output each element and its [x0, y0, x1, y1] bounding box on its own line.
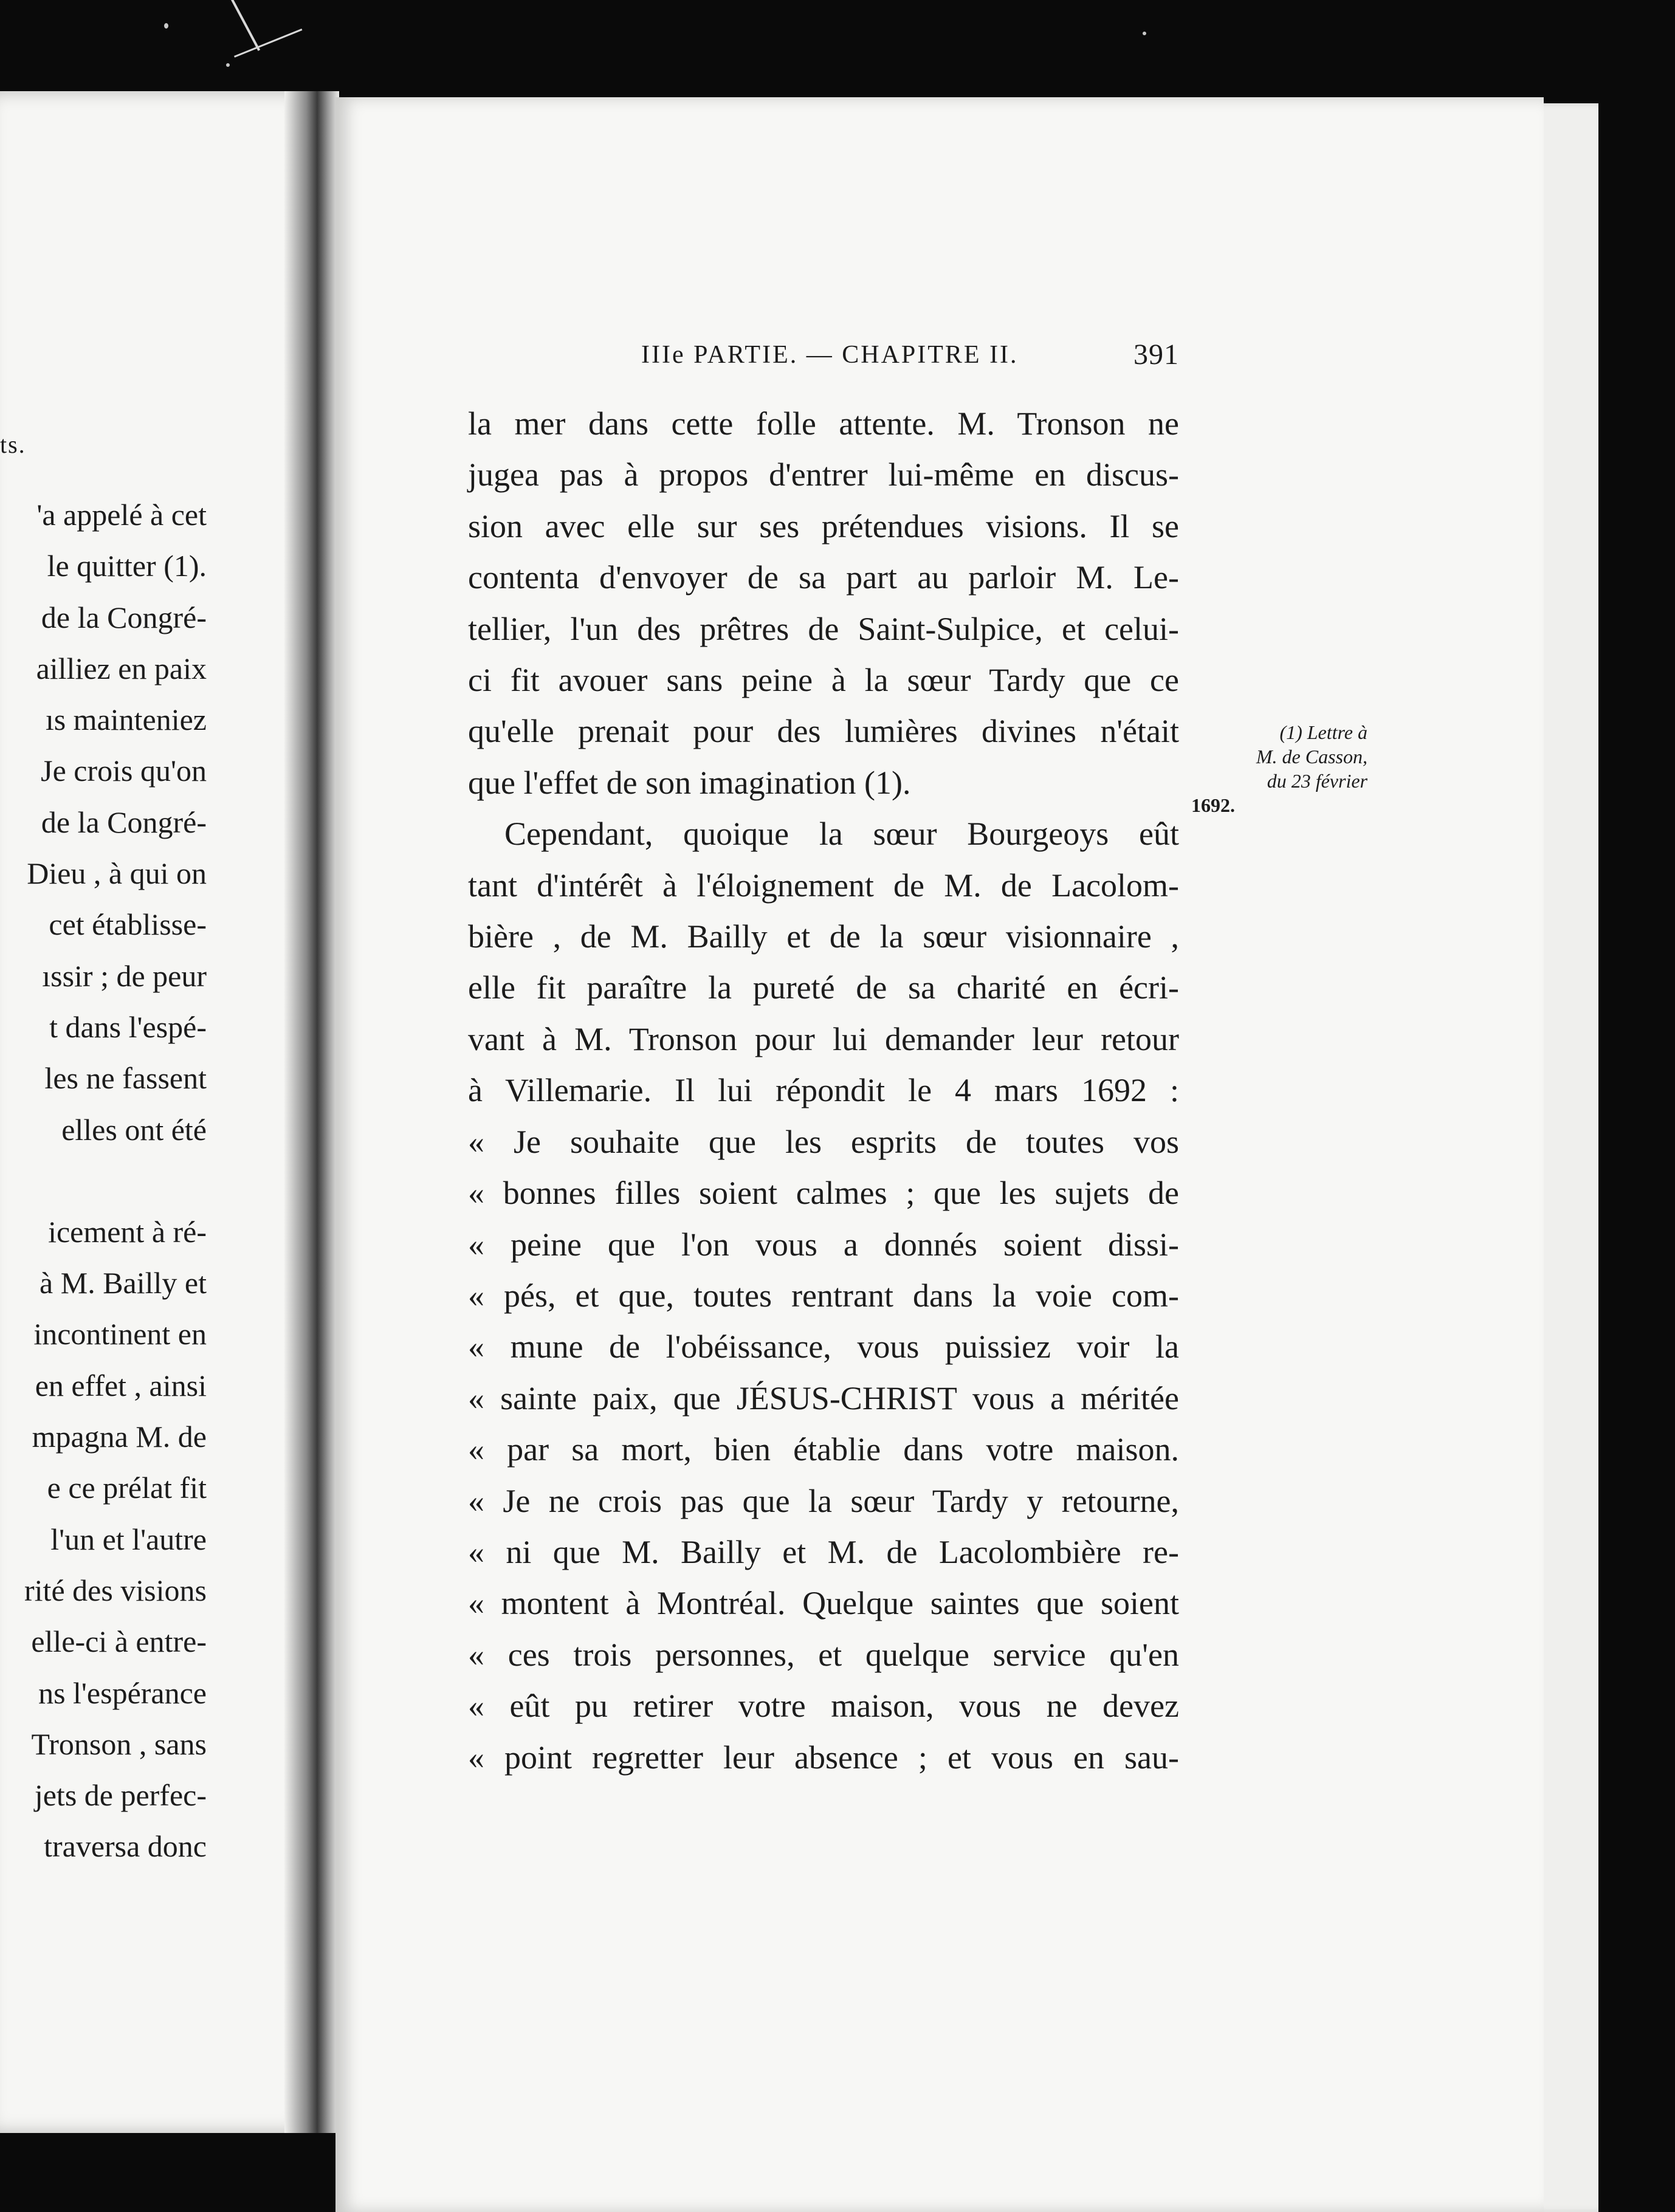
left-text-line: ns l'espérance	[38, 1675, 207, 1710]
body-text-line: qu'elle prenait pour des lumières divines n'était	[468, 713, 1179, 750]
footnote-line: M. de Casson,	[1256, 746, 1367, 768]
body-text-line: « peine que l'on vous a donnés soient dissi-	[468, 1226, 1179, 1263]
left-text-line: l'un et l'autre	[50, 1522, 207, 1556]
body-text-line: Cependant, quoique la sœur Bourgeoys eût	[504, 816, 1179, 853]
running-head-title: IIIe PARTIE. — CHAPITRE II.	[641, 341, 1019, 369]
left-page-text-block	[24, 489, 207, 1872]
left-text-line: les ne fassent	[44, 1061, 207, 1096]
body-text-line: « ces trois personnes, et quelque service qu'en	[468, 1636, 1179, 1673]
left-page	[0, 91, 315, 2133]
scan-artifact-line	[231, 0, 260, 51]
scan-dust-speck	[164, 23, 168, 29]
book-gutter	[284, 91, 339, 2133]
left-text-line: ailliez en paix	[36, 651, 207, 685]
left-text-line: elle-ci à entre-	[31, 1624, 207, 1659]
running-head	[641, 340, 1188, 369]
body-text-line: elle fit paraître la pureté de sa charité en écri-	[468, 969, 1179, 1006]
left-text-line: e ce prélat fit	[47, 1471, 207, 1505]
scan-dust-speck	[226, 63, 230, 67]
left-text-line: traversa donc	[44, 1829, 207, 1864]
body-text-line: bière , de M. Bailly et de la sœur visionnaire ,	[468, 918, 1179, 955]
body-text-line: tant d'intérêt à l'éloignement de M. de Lacolom-	[468, 867, 1179, 904]
body-text-line: « montent à Montréal. Quelque saintes que soient	[468, 1585, 1179, 1622]
left-text-line: en effet , ainsi	[35, 1368, 207, 1403]
left-page-running-head: ts.	[0, 431, 26, 458]
footnote-line: (1) Lettre à	[1279, 721, 1367, 743]
left-text-line: t dans l'espé-	[49, 1009, 207, 1044]
body-text-line: « mune de l'obéissance, vous puissiez voir la	[468, 1328, 1179, 1365]
left-text-line: icement à ré-	[48, 1214, 207, 1249]
left-text-line: de la Congré-	[41, 600, 207, 634]
marginal-footnote	[1191, 720, 1367, 817]
left-text-line: rité des visions	[24, 1573, 207, 1607]
body-text-line: jugea pas à propos d'entrer lui-même en discus-	[468, 456, 1179, 493]
body-text-line: « Je souhaite que les esprits de toutes vos	[468, 1123, 1179, 1160]
body-text-line: « Je ne crois pas que la sœur Tardy y retourne,	[468, 1482, 1179, 1519]
left-text-group-lower	[24, 1206, 207, 1872]
left-text-line: jets de perfec-	[34, 1778, 207, 1813]
scan-artifact-line	[234, 29, 302, 58]
left-text-line: cet établisse-	[49, 907, 207, 942]
body-text-line: « point regretter leur absence ; et vous en sau-	[468, 1739, 1179, 1776]
left-text-line: à M. Bailly et	[40, 1266, 207, 1300]
footnote-line: du 23 février	[1267, 770, 1367, 792]
body-text-line: à Villemarie. Il lui répondit le 4 mars 1692 :	[468, 1072, 1179, 1109]
left-text-line: mpagna M. de	[32, 1420, 207, 1454]
paragraph-gap	[24, 1155, 207, 1206]
left-text-line: 'a appelé à cet	[36, 498, 207, 532]
left-text-line: le quitter (1).	[47, 549, 207, 583]
body-text-line: la mer dans cette folle attente. M. Tronson ne	[468, 405, 1179, 442]
body-text-line: que l'effet de son imagination (1).	[468, 764, 911, 801]
left-text-line: incontinent en	[33, 1317, 207, 1352]
left-text-line: ıs mainteniez	[45, 702, 207, 737]
page-number: 391	[1133, 338, 1179, 371]
left-text-group-upper	[24, 489, 207, 1155]
left-text-line: Je crois qu'on	[41, 754, 207, 788]
main-body-text	[468, 398, 1179, 1783]
left-text-line: Dieu , à qui on	[27, 856, 207, 891]
footnote-year: 1692.	[1191, 794, 1235, 816]
body-text-line: « sainte paix, que JÉSUS-CHRIST vous a méritée	[468, 1379, 1179, 1417]
left-text-line: Tronson , sans	[31, 1726, 207, 1761]
body-text-line: « ni que M. Bailly et M. de Lacolombière re-	[468, 1533, 1179, 1570]
scan-dust-speck	[1143, 32, 1146, 35]
body-text-line: vant à M. Tronson pour lui demander leur retour	[468, 1020, 1179, 1057]
body-text-line: « pés, et que, toutes rentrant dans la voie com-	[468, 1277, 1179, 1314]
body-text-line: tellier, l'un des prêtres de Saint-Sulpice, et celui-	[468, 610, 1179, 647]
body-text-line: « par sa mort, bien établie dans votre maison.	[468, 1431, 1179, 1468]
body-text-line: « bonnes filles soient calmes ; que les sujets de	[468, 1175, 1179, 1212]
body-text-line: contenta d'envoyer de sa part au parloir M. Le-	[468, 559, 1179, 596]
body-text-line: sion avec elle sur ses prétendues visions. Il se	[468, 507, 1179, 544]
body-text-line: « eût pu retirer votre maison, vous ne devez	[468, 1688, 1179, 1725]
body-text-line: ci fit avouer sans peine à la sœur Tardy que ce	[468, 662, 1179, 699]
left-text-line: elles ont été	[61, 1112, 207, 1147]
left-text-line: ıssir ; de peur	[42, 958, 207, 993]
left-text-line: de la Congré-	[41, 805, 207, 839]
